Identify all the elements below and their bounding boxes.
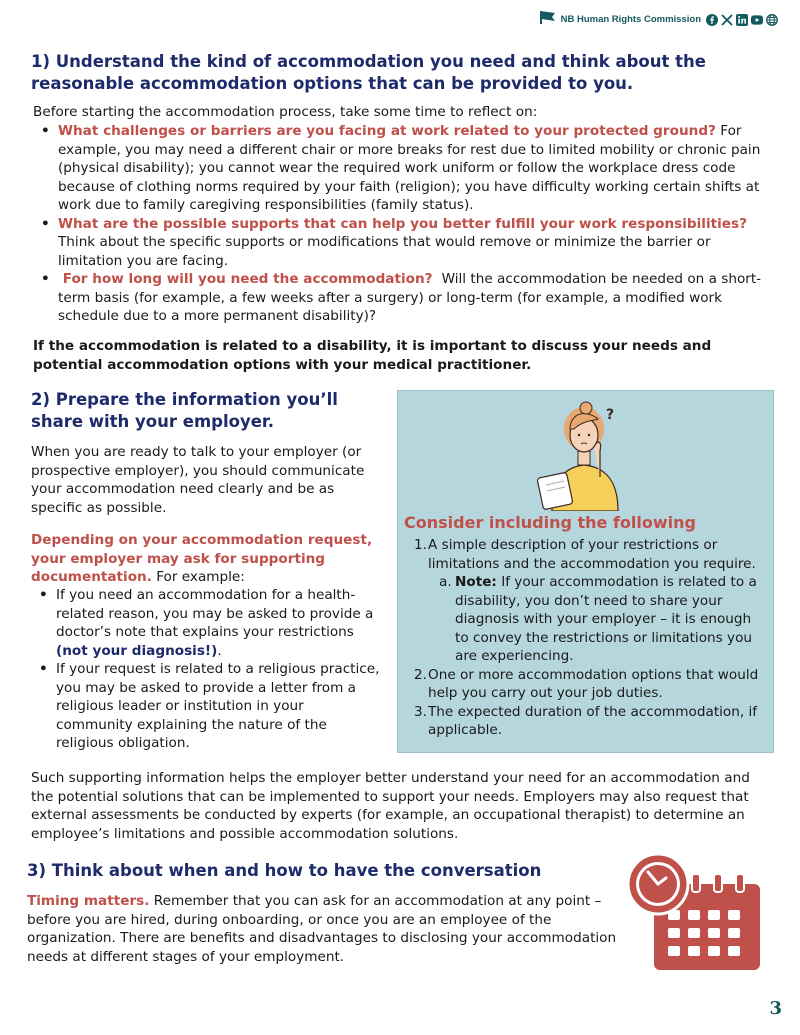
box-sublist-item [439,573,767,666]
x-icon[interactable] [721,14,733,26]
list-item [38,270,773,326]
header [539,10,778,30]
box-list-item [412,703,767,740]
section-2-paragraph: When you are ready to talk to your employer (or prospective employer), you should communicate your accommodation need clearly and be as specific as possible. [31,444,365,516]
list-item-text: If you need an accommodation for a health-related reason, you may be asked to provide a doctor’s note that explains your restrictions [56,587,374,640]
section-2-after: Such supporting information helps the employer better understand your need for an accommodation and the potential solutions that can be implemented to support your needs. Employers may also request that external assessments be conducted by experts (for example, an occupational therapist) to determine an employee’s limitations and possible accommodation solutions. [31,770,750,842]
note-text: If your accommodation is related to a disability, you don’t need to share your diagnosis with your employer – it is enough to convey the restrictions or limitations you are experiencing. [455,574,757,664]
documentation-list [36,586,381,753]
org-name: NB Human Rights Commission [560,13,701,25]
reflection-list [38,122,773,326]
documentation-after: For example: [151,569,245,585]
section-2-title: 2) Prepare the information you’ll share with your employer. [31,390,338,431]
medical-note: If the accommodation is related to a disability, it is important to discuss your needs and potential accommodation options with your medical practitioner. [33,338,712,373]
reflection-text: Think about the specific supports or modifications that would remove or minimize the barrier or limitation you are facing. [58,234,711,269]
list-item [38,215,773,271]
box-title: Consider including the following [404,513,696,532]
reflection-question: What challenges or barriers are you facing at work related to your protected ground? [58,123,716,139]
list-item [38,122,773,215]
linkedin-icon[interactable] [736,14,748,26]
documentation-lead: Depending on your accommodation request, your employer may ask for supporting documentation. [31,532,373,585]
svg-text:?: ? [606,407,615,423]
item-number: 1. [414,537,427,553]
section-3-paragraph [27,892,617,966]
box-list-item [412,666,767,703]
woman-thinking-illustration [526,399,636,511]
box-list-item [412,536,767,666]
reflection-question: For how long will you need the accommodation? [58,271,438,287]
facebook-icon[interactable] [706,14,718,26]
section-1-title: 1) Understand the kind of accommodation you need and think about the reasonable accommodation options that can be provided to you. [31,52,706,93]
timing-lead: Timing matters. [27,893,150,909]
box-item-text: The expected duration of the accommodation, if applicable. [428,703,758,738]
consider-box [397,390,774,753]
note-label: Note: [455,574,497,590]
list-item-text: If your request is related to a religious practice, you may be asked to provide a letter from a religious leader or institution in your community explaining the nature of the religious obligation. [56,661,380,751]
box-item-text: A simple description of your restrictions or limitations and the accommodation you require. [428,537,756,572]
flag-logo-icon [539,10,556,30]
diagnosis-emphasis: (not your diagnosis!) [56,642,218,659]
list-item [36,660,381,753]
youtube-icon[interactable] [751,14,763,26]
item-number: 2. [414,666,427,683]
box-sublist [439,573,767,666]
page-number: 3 [769,998,782,1019]
documentation-paragraph [31,531,381,587]
reflection-question: What are the possible supports that can help you better fulfill your work responsibilities? [58,215,747,232]
section-3-title: 3) Think about when and how to have the conversation [27,861,542,880]
timing-text: Remember that you can ask for an accommodation at any point – before you are hired, during onboarding, or once you are an employee of the organization. There are benefits and disadvantages to disclosing your accommodation needs at different stages of your employment. [27,893,617,965]
box-item-text: One or more accommodation options that would help you carry out your job duties. [428,666,759,701]
social-links [706,14,778,26]
item-number: 3. [414,703,427,720]
reflection-text: For example, you may need a different chair or more breaks for rest due to limited mobility or chronic pain (physical disability); you cannot wear the required work uniform or follow the workplace dress code because of clothing norms required by your faith (religion); you have difficulty working certain shifts at work due to family caregiving responsibilities (family status). [58,123,761,213]
clock-calendar-icon [626,852,766,972]
sub-item-number: a. [439,574,452,590]
reflection-text: Will the accommodation be needed on a short-term basis (for example, a few weeks after a surgery) or long-term (for example, a modified work schedule due to a more permanent disability)? [58,271,762,324]
list-item [36,586,381,660]
globe-icon[interactable] [766,14,778,26]
section-1-intro: Before starting the accommodation process, take some time to reflect on: [33,104,538,120]
list-item-tail: . [217,642,222,659]
box-list [412,536,767,740]
